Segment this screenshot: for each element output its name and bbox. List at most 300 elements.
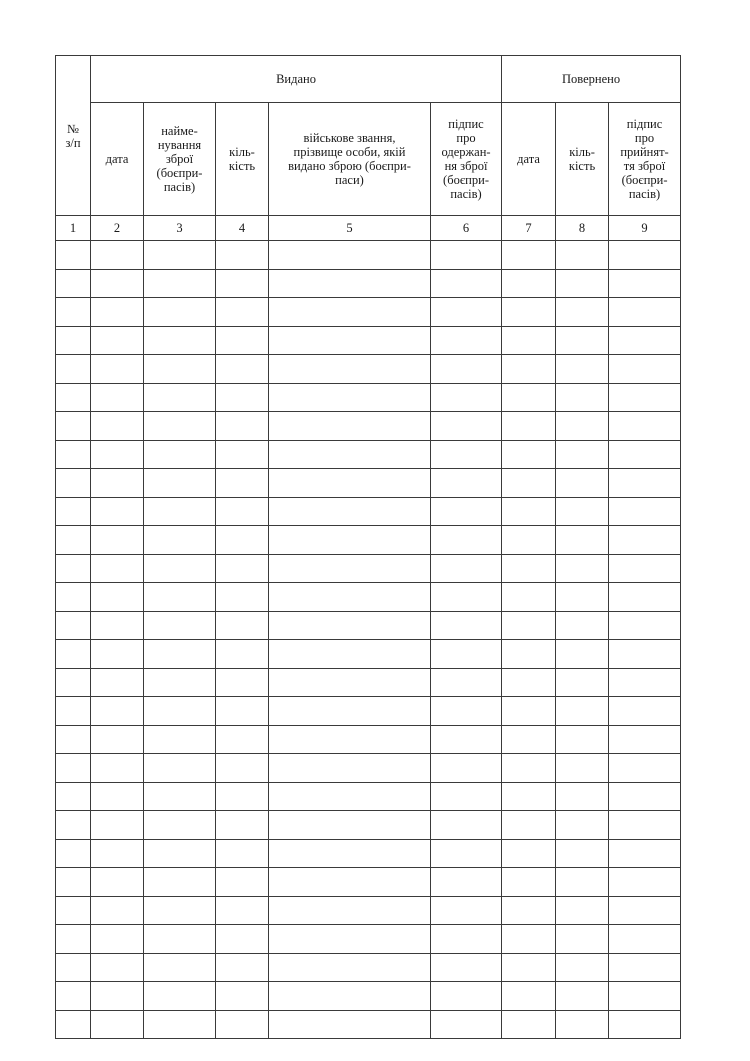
empty-cell bbox=[56, 697, 91, 726]
empty-cell bbox=[216, 925, 269, 954]
empty-cell bbox=[144, 497, 216, 526]
empty-cell bbox=[269, 839, 431, 868]
empty-cell bbox=[556, 811, 609, 840]
empty-cell bbox=[144, 782, 216, 811]
empty-cell bbox=[269, 811, 431, 840]
empty-cell bbox=[269, 611, 431, 640]
empty-cell bbox=[56, 355, 91, 384]
empty-cell bbox=[91, 440, 144, 469]
empty-cell bbox=[269, 754, 431, 783]
empty-cell bbox=[144, 839, 216, 868]
empty-cell bbox=[556, 668, 609, 697]
table-row bbox=[56, 355, 681, 384]
empty-cell bbox=[91, 668, 144, 697]
table-row bbox=[56, 554, 681, 583]
header-issued: Видано bbox=[91, 56, 502, 103]
column-number: 1 bbox=[56, 216, 91, 241]
column-number: 7 bbox=[502, 216, 556, 241]
empty-cell bbox=[609, 241, 681, 270]
empty-cell bbox=[502, 355, 556, 384]
empty-cell bbox=[144, 241, 216, 270]
empty-cell bbox=[216, 754, 269, 783]
register-body bbox=[56, 241, 681, 1039]
empty-cell bbox=[431, 497, 502, 526]
empty-cell bbox=[609, 953, 681, 982]
empty-cell bbox=[144, 383, 216, 412]
empty-cell bbox=[91, 269, 144, 298]
column-number: 9 bbox=[609, 216, 681, 241]
empty-cell bbox=[269, 725, 431, 754]
empty-cell bbox=[269, 925, 431, 954]
empty-cell bbox=[269, 298, 431, 327]
empty-cell bbox=[91, 526, 144, 555]
empty-cell bbox=[269, 953, 431, 982]
header-row-number: № з/п bbox=[56, 56, 91, 216]
empty-cell bbox=[556, 1010, 609, 1039]
empty-cell bbox=[56, 298, 91, 327]
table-row bbox=[56, 440, 681, 469]
empty-cell bbox=[431, 782, 502, 811]
table-row bbox=[56, 925, 681, 954]
table-row bbox=[56, 583, 681, 612]
empty-cell bbox=[91, 953, 144, 982]
empty-cell bbox=[216, 326, 269, 355]
empty-cell bbox=[502, 1010, 556, 1039]
empty-cell bbox=[144, 469, 216, 498]
empty-cell bbox=[431, 1010, 502, 1039]
empty-cell bbox=[144, 754, 216, 783]
empty-cell bbox=[556, 782, 609, 811]
empty-cell bbox=[91, 640, 144, 669]
empty-cell bbox=[216, 868, 269, 897]
empty-cell bbox=[556, 383, 609, 412]
empty-cell bbox=[502, 269, 556, 298]
table-row bbox=[56, 469, 681, 498]
empty-cell bbox=[216, 412, 269, 441]
empty-cell bbox=[56, 440, 91, 469]
empty-cell bbox=[269, 469, 431, 498]
empty-cell bbox=[609, 925, 681, 954]
empty-cell bbox=[556, 611, 609, 640]
empty-cell bbox=[609, 811, 681, 840]
empty-cell bbox=[216, 1010, 269, 1039]
empty-cell bbox=[216, 469, 269, 498]
empty-cell bbox=[609, 440, 681, 469]
empty-cell bbox=[431, 697, 502, 726]
empty-cell bbox=[431, 298, 502, 327]
empty-cell bbox=[144, 526, 216, 555]
empty-cell bbox=[609, 782, 681, 811]
empty-cell bbox=[609, 754, 681, 783]
table-row bbox=[56, 811, 681, 840]
empty-cell bbox=[56, 1010, 91, 1039]
empty-cell bbox=[91, 725, 144, 754]
empty-cell bbox=[556, 839, 609, 868]
empty-cell bbox=[609, 896, 681, 925]
empty-cell bbox=[56, 383, 91, 412]
empty-cell bbox=[556, 440, 609, 469]
empty-cell bbox=[144, 583, 216, 612]
empty-cell bbox=[216, 725, 269, 754]
empty-cell bbox=[431, 554, 502, 583]
empty-cell bbox=[502, 554, 556, 583]
empty-cell bbox=[556, 697, 609, 726]
empty-cell bbox=[502, 896, 556, 925]
header-returned-signature: підпис про прийнят- тя зброї (боєпри- пасів) bbox=[609, 103, 681, 216]
empty-cell bbox=[556, 725, 609, 754]
empty-cell bbox=[502, 725, 556, 754]
empty-cell bbox=[56, 725, 91, 754]
empty-cell bbox=[269, 383, 431, 412]
table-row bbox=[56, 326, 681, 355]
empty-cell bbox=[269, 868, 431, 897]
empty-cell bbox=[144, 953, 216, 982]
empty-cell bbox=[431, 839, 502, 868]
empty-cell bbox=[609, 355, 681, 384]
empty-cell bbox=[431, 383, 502, 412]
empty-cell bbox=[91, 1010, 144, 1039]
empty-cell bbox=[609, 1010, 681, 1039]
header-issued-weapon-name: найме- нування зброї (боєпри- пасів) bbox=[144, 103, 216, 216]
empty-cell bbox=[556, 640, 609, 669]
empty-cell bbox=[431, 754, 502, 783]
empty-cell bbox=[56, 269, 91, 298]
empty-cell bbox=[556, 355, 609, 384]
empty-cell bbox=[144, 896, 216, 925]
empty-cell bbox=[502, 383, 556, 412]
table-row bbox=[56, 782, 681, 811]
table-row bbox=[56, 896, 681, 925]
empty-cell bbox=[609, 298, 681, 327]
empty-cell bbox=[91, 754, 144, 783]
empty-cell bbox=[502, 811, 556, 840]
empty-cell bbox=[431, 526, 502, 555]
empty-cell bbox=[556, 583, 609, 612]
empty-cell bbox=[144, 440, 216, 469]
empty-cell bbox=[502, 497, 556, 526]
empty-cell bbox=[144, 697, 216, 726]
empty-cell bbox=[609, 611, 681, 640]
empty-cell bbox=[269, 982, 431, 1011]
empty-cell bbox=[91, 469, 144, 498]
table-row bbox=[56, 668, 681, 697]
empty-cell bbox=[144, 269, 216, 298]
empty-cell bbox=[556, 241, 609, 270]
empty-cell bbox=[502, 640, 556, 669]
empty-cell bbox=[502, 982, 556, 1011]
empty-cell bbox=[431, 440, 502, 469]
empty-cell bbox=[609, 497, 681, 526]
empty-cell bbox=[556, 526, 609, 555]
empty-cell bbox=[502, 668, 556, 697]
table-row bbox=[56, 953, 681, 982]
empty-cell bbox=[91, 241, 144, 270]
empty-cell bbox=[56, 326, 91, 355]
empty-cell bbox=[431, 868, 502, 897]
empty-cell bbox=[609, 640, 681, 669]
empty-cell bbox=[56, 611, 91, 640]
empty-cell bbox=[91, 611, 144, 640]
empty-cell bbox=[609, 868, 681, 897]
header-issued-person: військове звання, прізвище особи, якій видано зброю (боєпри- паси) bbox=[269, 103, 431, 216]
empty-cell bbox=[609, 469, 681, 498]
empty-cell bbox=[269, 554, 431, 583]
empty-cell bbox=[269, 583, 431, 612]
empty-cell bbox=[556, 925, 609, 954]
table-row bbox=[56, 241, 681, 270]
empty-cell bbox=[609, 583, 681, 612]
table-row bbox=[56, 839, 681, 868]
column-number: 5 bbox=[269, 216, 431, 241]
empty-cell bbox=[556, 298, 609, 327]
table-row bbox=[56, 383, 681, 412]
column-number: 8 bbox=[556, 216, 609, 241]
empty-cell bbox=[216, 355, 269, 384]
empty-cell bbox=[56, 668, 91, 697]
empty-cell bbox=[144, 1010, 216, 1039]
empty-cell bbox=[269, 1010, 431, 1039]
empty-cell bbox=[431, 982, 502, 1011]
empty-cell bbox=[56, 953, 91, 982]
empty-cell bbox=[56, 754, 91, 783]
table-row bbox=[56, 611, 681, 640]
empty-cell bbox=[91, 583, 144, 612]
header-returned-quantity: кіль- кість bbox=[556, 103, 609, 216]
column-number: 4 bbox=[216, 216, 269, 241]
empty-cell bbox=[431, 811, 502, 840]
empty-cell bbox=[144, 925, 216, 954]
empty-cell bbox=[502, 469, 556, 498]
empty-cell bbox=[502, 868, 556, 897]
empty-cell bbox=[431, 269, 502, 298]
empty-cell bbox=[91, 355, 144, 384]
empty-cell bbox=[56, 640, 91, 669]
empty-cell bbox=[216, 583, 269, 612]
empty-cell bbox=[144, 326, 216, 355]
empty-cell bbox=[216, 440, 269, 469]
empty-cell bbox=[502, 412, 556, 441]
empty-cell bbox=[56, 526, 91, 555]
table-row bbox=[56, 1010, 681, 1039]
empty-cell bbox=[216, 497, 269, 526]
empty-cell bbox=[91, 497, 144, 526]
empty-cell bbox=[431, 326, 502, 355]
empty-cell bbox=[609, 526, 681, 555]
empty-cell bbox=[502, 241, 556, 270]
empty-cell bbox=[91, 412, 144, 441]
column-number: 2 bbox=[91, 216, 144, 241]
column-number: 6 bbox=[431, 216, 502, 241]
empty-cell bbox=[431, 241, 502, 270]
empty-cell bbox=[216, 526, 269, 555]
empty-cell bbox=[56, 811, 91, 840]
empty-cell bbox=[556, 412, 609, 441]
empty-cell bbox=[269, 896, 431, 925]
empty-cell bbox=[91, 383, 144, 412]
empty-cell bbox=[216, 982, 269, 1011]
empty-cell bbox=[144, 868, 216, 897]
header-issued-signature: підпис про одержан- ня зброї (боєпри- пасів) bbox=[431, 103, 502, 216]
empty-cell bbox=[502, 583, 556, 612]
empty-cell bbox=[216, 611, 269, 640]
empty-cell bbox=[502, 298, 556, 327]
empty-cell bbox=[609, 982, 681, 1011]
empty-cell bbox=[216, 839, 269, 868]
empty-cell bbox=[556, 269, 609, 298]
empty-cell bbox=[431, 668, 502, 697]
empty-cell bbox=[216, 668, 269, 697]
empty-cell bbox=[556, 497, 609, 526]
empty-cell bbox=[56, 925, 91, 954]
empty-cell bbox=[56, 241, 91, 270]
empty-cell bbox=[216, 383, 269, 412]
empty-cell bbox=[556, 326, 609, 355]
empty-cell bbox=[502, 953, 556, 982]
empty-cell bbox=[502, 925, 556, 954]
empty-cell bbox=[269, 782, 431, 811]
empty-cell bbox=[91, 839, 144, 868]
empty-cell bbox=[91, 811, 144, 840]
empty-cell bbox=[609, 412, 681, 441]
empty-cell bbox=[556, 982, 609, 1011]
table-row bbox=[56, 526, 681, 555]
empty-cell bbox=[431, 469, 502, 498]
table-row bbox=[56, 982, 681, 1011]
header-issued-quantity: кіль- кість bbox=[216, 103, 269, 216]
empty-cell bbox=[269, 412, 431, 441]
empty-cell bbox=[56, 839, 91, 868]
empty-cell bbox=[144, 668, 216, 697]
header-returned: Повернено bbox=[502, 56, 681, 103]
column-number-row bbox=[56, 216, 681, 241]
empty-cell bbox=[56, 982, 91, 1011]
empty-cell bbox=[91, 896, 144, 925]
empty-cell bbox=[144, 298, 216, 327]
empty-cell bbox=[216, 811, 269, 840]
empty-cell bbox=[431, 583, 502, 612]
empty-cell bbox=[269, 326, 431, 355]
empty-cell bbox=[56, 896, 91, 925]
empty-cell bbox=[216, 896, 269, 925]
empty-cell bbox=[91, 326, 144, 355]
empty-cell bbox=[609, 269, 681, 298]
empty-cell bbox=[609, 554, 681, 583]
empty-cell bbox=[269, 640, 431, 669]
empty-cell bbox=[502, 440, 556, 469]
empty-cell bbox=[144, 982, 216, 1011]
empty-cell bbox=[431, 640, 502, 669]
empty-cell bbox=[609, 383, 681, 412]
empty-cell bbox=[502, 326, 556, 355]
empty-cell bbox=[91, 782, 144, 811]
empty-cell bbox=[91, 925, 144, 954]
empty-cell bbox=[144, 611, 216, 640]
empty-cell bbox=[502, 697, 556, 726]
table-row bbox=[56, 754, 681, 783]
empty-cell bbox=[216, 241, 269, 270]
empty-cell bbox=[609, 326, 681, 355]
empty-cell bbox=[56, 469, 91, 498]
empty-cell bbox=[609, 697, 681, 726]
empty-cell bbox=[91, 298, 144, 327]
empty-cell bbox=[56, 412, 91, 441]
empty-cell bbox=[56, 497, 91, 526]
empty-cell bbox=[144, 640, 216, 669]
empty-cell bbox=[556, 554, 609, 583]
empty-cell bbox=[269, 668, 431, 697]
empty-cell bbox=[144, 725, 216, 754]
empty-cell bbox=[56, 782, 91, 811]
table-row bbox=[56, 697, 681, 726]
weapons-issue-register-table bbox=[55, 55, 681, 1039]
empty-cell bbox=[431, 412, 502, 441]
empty-cell bbox=[269, 355, 431, 384]
empty-cell bbox=[269, 269, 431, 298]
empty-cell bbox=[609, 668, 681, 697]
header-issued-date: дата bbox=[91, 103, 144, 216]
empty-cell bbox=[269, 697, 431, 726]
table-row bbox=[56, 640, 681, 669]
table-row bbox=[56, 269, 681, 298]
empty-cell bbox=[502, 754, 556, 783]
empty-cell bbox=[216, 953, 269, 982]
empty-cell bbox=[56, 868, 91, 897]
table-row bbox=[56, 298, 681, 327]
empty-cell bbox=[431, 355, 502, 384]
table-row bbox=[56, 725, 681, 754]
empty-cell bbox=[144, 811, 216, 840]
header-returned-date: дата bbox=[502, 103, 556, 216]
empty-cell bbox=[216, 554, 269, 583]
empty-cell bbox=[91, 868, 144, 897]
empty-cell bbox=[502, 839, 556, 868]
empty-cell bbox=[216, 782, 269, 811]
empty-cell bbox=[431, 611, 502, 640]
empty-cell bbox=[556, 953, 609, 982]
empty-cell bbox=[269, 526, 431, 555]
empty-cell bbox=[556, 469, 609, 498]
empty-cell bbox=[502, 611, 556, 640]
empty-cell bbox=[56, 583, 91, 612]
empty-cell bbox=[144, 412, 216, 441]
empty-cell bbox=[91, 697, 144, 726]
empty-cell bbox=[144, 355, 216, 384]
empty-cell bbox=[431, 953, 502, 982]
table-row bbox=[56, 868, 681, 897]
empty-cell bbox=[556, 868, 609, 897]
empty-cell bbox=[431, 925, 502, 954]
empty-cell bbox=[216, 697, 269, 726]
empty-cell bbox=[269, 497, 431, 526]
empty-cell bbox=[609, 725, 681, 754]
empty-cell bbox=[216, 640, 269, 669]
empty-cell bbox=[431, 896, 502, 925]
empty-cell bbox=[216, 269, 269, 298]
empty-cell bbox=[216, 298, 269, 327]
empty-cell bbox=[609, 839, 681, 868]
table-row bbox=[56, 497, 681, 526]
empty-cell bbox=[431, 725, 502, 754]
empty-cell bbox=[556, 896, 609, 925]
empty-cell bbox=[91, 982, 144, 1011]
empty-cell bbox=[91, 554, 144, 583]
empty-cell bbox=[269, 241, 431, 270]
column-number: 3 bbox=[144, 216, 216, 241]
empty-cell bbox=[502, 782, 556, 811]
table-row bbox=[56, 412, 681, 441]
empty-cell bbox=[144, 554, 216, 583]
empty-cell bbox=[56, 554, 91, 583]
